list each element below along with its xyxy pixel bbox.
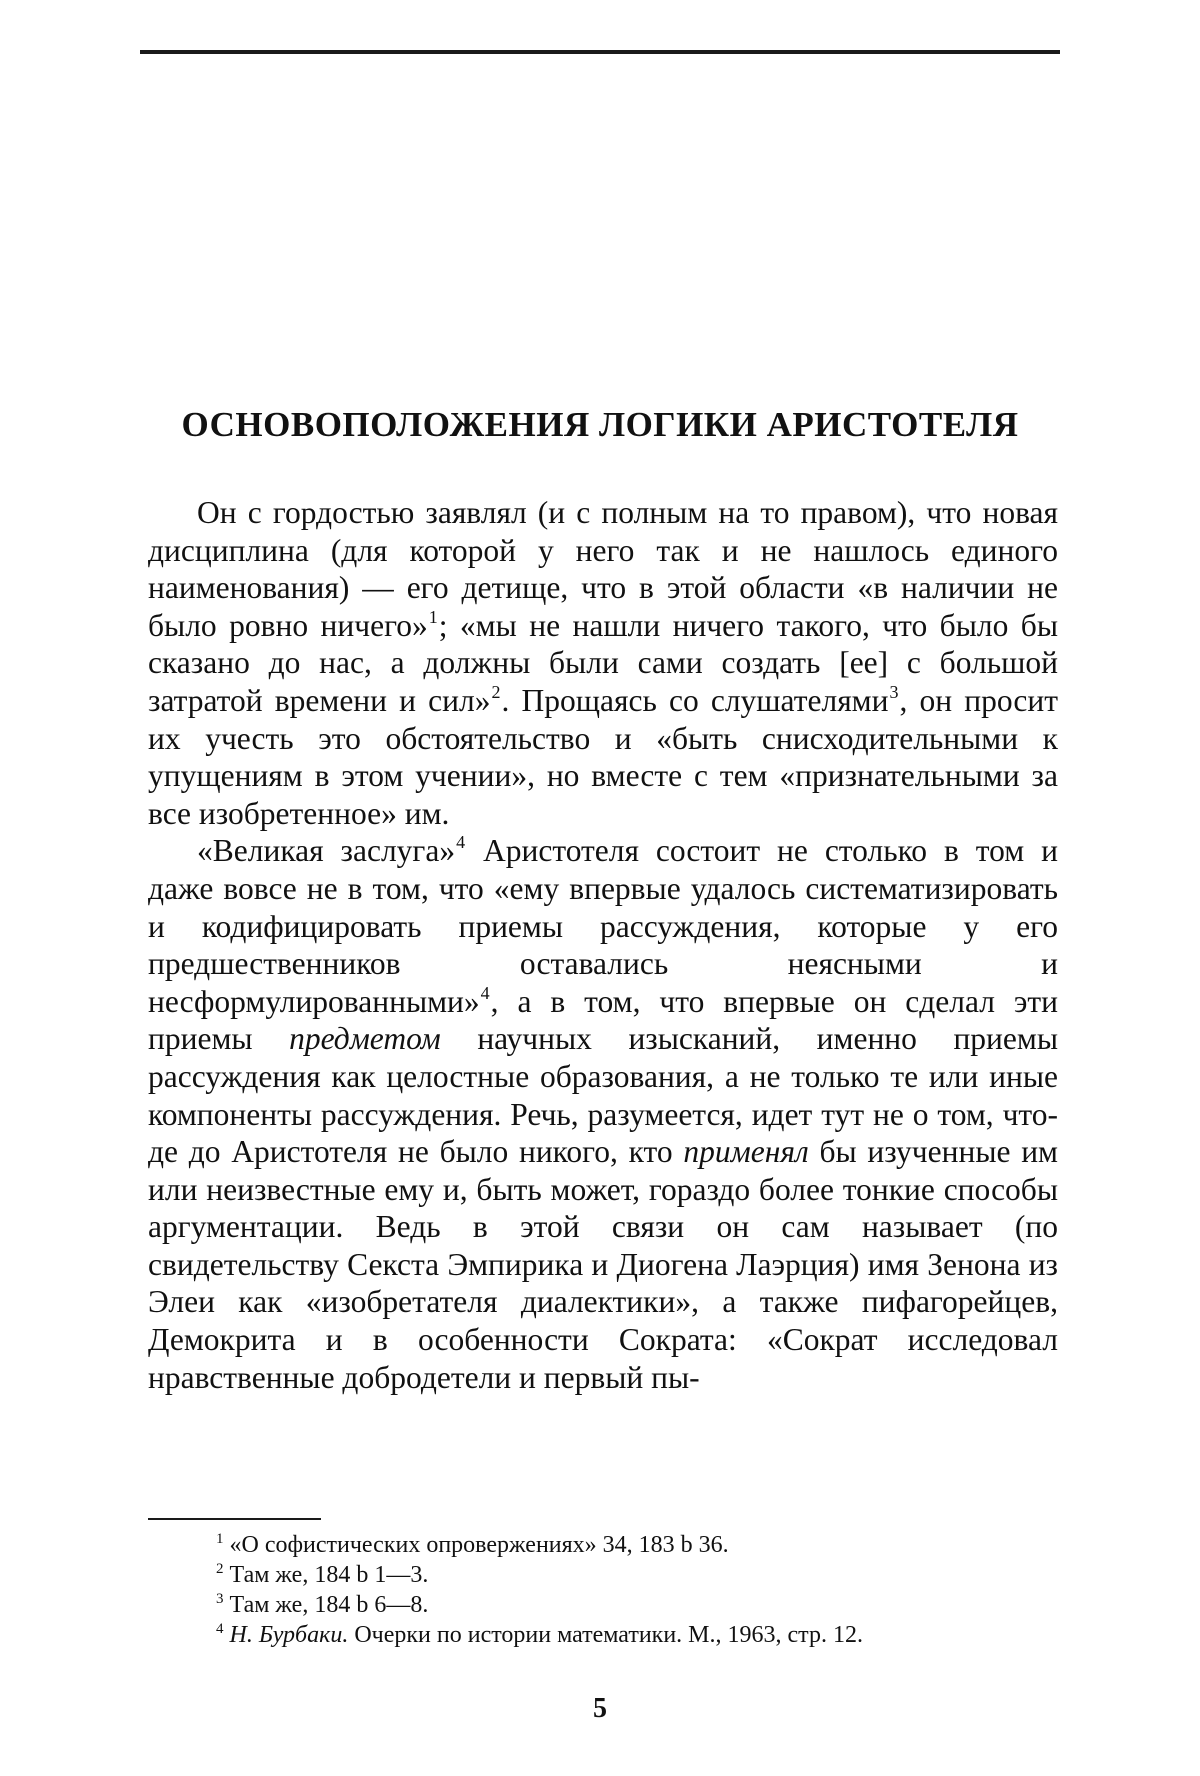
footnote-rule	[148, 1518, 321, 1520]
footnote	[148, 1620, 1058, 1650]
footnote-number: 3	[216, 1591, 224, 1607]
footnote	[148, 1530, 1058, 1560]
body-text	[148, 494, 1058, 1396]
page-number: 5	[593, 1693, 607, 1724]
footnote-ref: 2	[491, 681, 501, 702]
footnote	[148, 1560, 1058, 1590]
footnote-number: 2	[216, 1561, 224, 1577]
paragraph-text: «Великая заслуга»	[197, 833, 456, 869]
footnote-text: Очерки по истории математики. М., 1963, стр. 12.	[348, 1622, 863, 1648]
footnote-number: 1	[216, 1531, 224, 1547]
paragraph-text: бы изученные им или неизвестные ему и, быть может, гораздо более тонкие способы аргументации. Ведь в этой связи он сам называет (по свидетельству Секста Эмпирика и Диогена Лаэрция) имя Зенона из Элеи как «изобретателя диалектики», а также пифагорейцев, Демокрита и в особенности Сократа: «Сократ исследовал нравственные добродетели и первый пы-	[148, 1134, 1058, 1395]
footnote-number: 4	[216, 1621, 224, 1637]
footnote-ref: 1	[428, 606, 438, 627]
footnote-ref: 4	[456, 832, 466, 853]
emphasis: предметом	[289, 1021, 441, 1057]
emphasis: применял	[683, 1134, 809, 1170]
paragraph-text: Аристотеля состоит не столько в том и даже вовсе не в том, что «ему впервые удалось систематизировать и кодифицировать приемы рассуждения, которые у его предшественников оставались неясными и несформулированными»	[148, 833, 1058, 1019]
footnote-ref: 4	[480, 982, 490, 1003]
footnote-text: Там же, 184 b 6—8.	[229, 1592, 429, 1618]
paragraph	[148, 832, 1058, 1396]
paragraph-text: ; «мы не нашли ничего такого, что было бы сказано до нас, а должны были сами создать [ее] с большой затратой времени и сил»	[148, 607, 1058, 718]
paragraph	[148, 494, 1058, 832]
footnote-text: «О софистических опровержениях» 34, 183 b 36.	[229, 1532, 729, 1558]
footnote-text: Там же, 184 b 1—3.	[229, 1562, 429, 1588]
top-rule	[140, 50, 1060, 54]
footnote	[148, 1590, 1058, 1620]
paragraph-text: , а в том, что впервые он сделал эти приемы	[148, 983, 1058, 1057]
paragraph-text: научных изысканий, именно приемы рассуждения как целостные образования, а не только те или иные компоненты рассуждения. Речь, разумеется, идет тут не о том, что-де до Аристотеля не было никого, кто	[148, 1021, 1058, 1170]
chapter-title: ОСНОВОПОЛОЖЕНИЯ ЛОГИКИ АРИСТОТЕЛЯ	[181, 405, 1019, 444]
paragraph-text: . Прощаясь со слушателями	[501, 682, 889, 718]
footnote-ref: 3	[889, 681, 899, 702]
footnote-author: Н. Бурбаки.	[229, 1622, 349, 1648]
footnotes	[148, 1530, 1058, 1650]
paragraph-text: Он с гордостью заявлял (и с полным на то правом), что новая дисциплина (для которой у него так и не нашлось единого наименования) — его детище, что в этой области «в наличии не было ровно ничего»	[148, 495, 1058, 643]
paragraph-text: , он просит их учесть это обстоятельство и «быть снисходительными к упущениям в этом учении», но вместе с тем «признательными за все изобретенное» им.	[148, 682, 1059, 831]
